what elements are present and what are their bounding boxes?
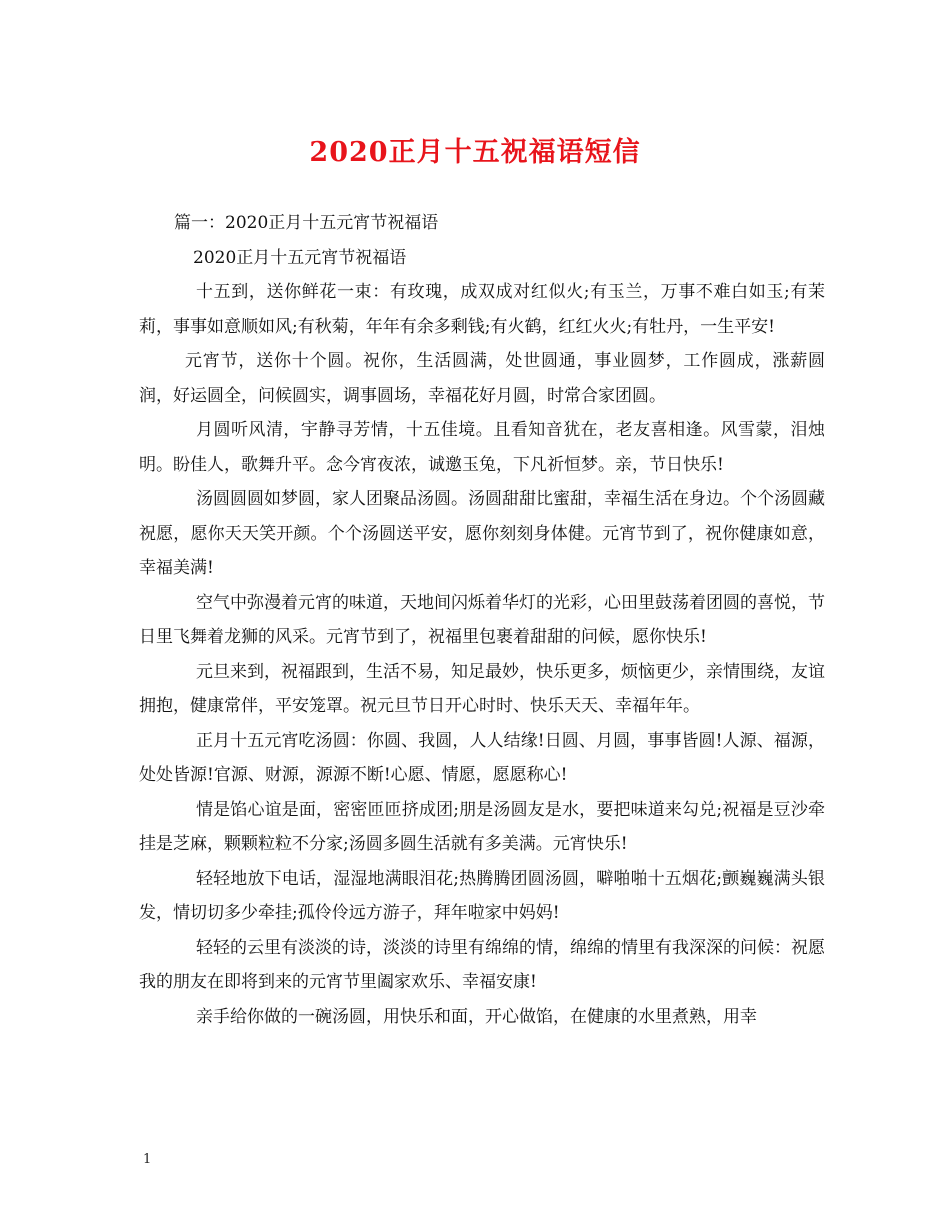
paragraph-11: 亲手给你做的一碗汤圆，用快乐和面，开心做馅，在健康的水里煮熟，用幸 xyxy=(196,1006,757,1027)
paragraph-3: 月圆听风清，宇静寻芳情，十五佳境。且看知音犹在，老友喜相逢。风雪蒙，泪烛明。盼佳人，歌舞升平。念今宵夜浓，诚邀玉兔，下凡祈恒梦。亲，节日快乐! xyxy=(139,420,825,475)
paragraph-10: 轻轻的云里有淡淡的诗，淡淡的诗里有绵绵的情，绵绵的情里有我深深的问候：祝愿我的朋友在即将到来的元宵节里阖家欢乐、幸福安康! xyxy=(139,937,825,992)
paragraph-4: 汤圆圆圆如梦圆，家人团聚品汤圆。汤圆甜甜比蜜甜，幸福生活在身边。个个汤圆藏祝愿，愿你天天笑开颜。个个汤圆送平安，愿你刻刻身体健。元宵节到了，祝你健康如意，幸福美满! xyxy=(139,489,825,578)
document-body xyxy=(139,206,825,1034)
section-heading: 篇一：2020正月十五元宵节祝福语 xyxy=(174,213,439,233)
sub-heading: 2020正月十五元宵节祝福语 xyxy=(193,247,407,268)
paragraph-5: 空气中弥漫着元宵的味道，天地间闪烁着华灯的光彩，心田里鼓荡着团圆的喜悦，节日里飞舞着龙狮的风采。元宵节到了，祝福里包裹着甜甜的问候，愿你快乐! xyxy=(139,592,825,647)
paragraph-8: 情是馅心谊是面，密密匝匝挤成团;朋是汤圆友是水，要把味道来勾兑;祝福是豆沙牵挂是芝麻，颗颗粒粒不分家;汤圆多圆生活就有多美满。元宵快乐! xyxy=(139,799,825,854)
paragraph-1: 十五到，送你鲜花一束：有玫瑰，成双成对红似火;有玉兰，万事不难白如玉;有茉莉，事事如意顺如风;有秋菊，年年有余多剩钱;有火鹤，红红火火;有牡丹，一生平安! xyxy=(139,282,825,337)
paragraph-6: 元旦来到，祝福跟到，生活不易，知足最妙，快乐更多，烦恼更少，亲情围绕，友谊拥抱，健康常伴，平安笼罩。祝元旦节日开心时时、快乐天天、幸福年年。 xyxy=(139,661,825,716)
page-number: 1 xyxy=(143,1152,152,1167)
paragraph-7: 正月十五元宵吃汤圆：你圆、我圆，人人结缘!日圆、月圆，事事皆圆!人源、福源，处处皆源!官源、财源，源源不断!心愿、情愿，愿愿称心! xyxy=(139,730,825,785)
document-title: 2020正月十五祝福语短信 xyxy=(309,137,641,168)
paragraph-9: 轻轻地放下电话，湿湿地满眼泪花;热腾腾团圆汤圆，噼啪啪十五烟花;颤巍巍满头银发，情切切多少牵挂;孤伶伶远方游子，拜年啦家中妈妈! xyxy=(139,868,825,923)
paragraph-2: 元宵节，送你十个圆。祝你，生活圆满，处世圆通，事业圆梦，工作圆成，涨薪圆润，好运圆全，问候圆实，调事圆场，幸福花好月圆，时常合家团圆。 xyxy=(139,351,825,406)
